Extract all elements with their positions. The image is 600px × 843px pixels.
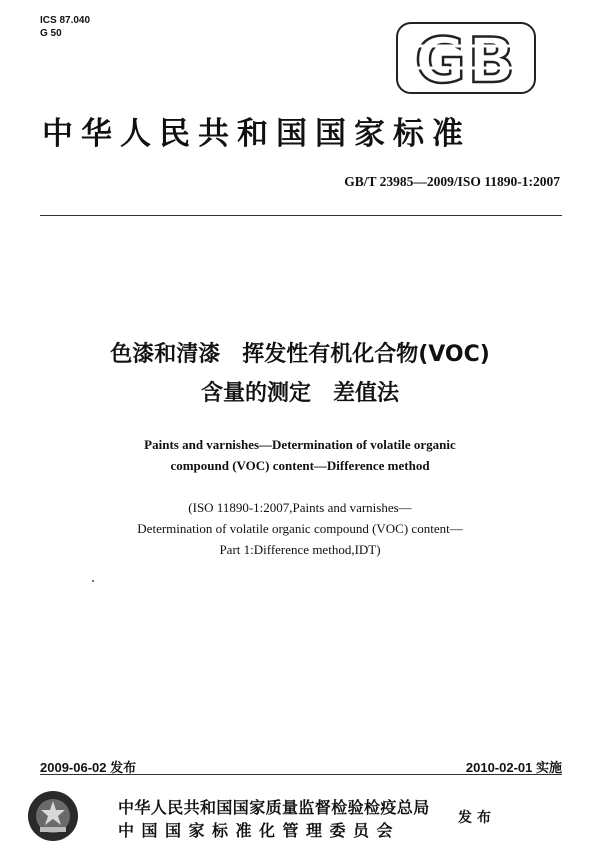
implementation-date: 2010-02-01 实施 (465, 760, 562, 775)
standard-title: 中华人民共和国国家标准 (42, 116, 471, 152)
classification-codes (40, 14, 90, 40)
ccs-code: G 50 (40, 28, 62, 39)
iso-reference-line-3: Part 1:Difference method,IDT) (219, 542, 381, 557)
chinese-title-line-1: 色漆和清漆 挥发性有机化合物(VOC) (110, 342, 490, 367)
ics-code: ICS 87.040 (40, 15, 91, 26)
issuing-org-line-2: 中国国家标准化管理委员会 (118, 821, 401, 840)
top-divider (40, 215, 562, 216)
iso-reference-line-2: Determination of volatile organic compound (VOC) content— (137, 521, 463, 536)
national-emblem-icon (26, 789, 80, 843)
gb-logo-text: GB (414, 24, 518, 94)
iso-reference-line-1: (ISO 11890-1:2007,Paints and varnishes— (188, 500, 412, 515)
scan-speck (92, 580, 94, 582)
english-title-line-1: Paints and varnishes—Determination of volatile organic (144, 437, 456, 452)
english-title-line-2: compound (VOC) content—Difference method (170, 458, 430, 473)
chinese-title-line-2: 含量的测定 差值法 (200, 381, 399, 406)
issue-date: 2009-06-02 发布 (40, 760, 137, 775)
issuing-org-line-1: 中华人民共和国国家质量监督检验检疫总局 (118, 798, 430, 817)
standard-number: GB/T 23985—2009/ISO 11890-1:2007 (344, 174, 560, 189)
gb-logo-icon (396, 22, 536, 94)
publish-label: 发布 (458, 810, 496, 826)
bottom-divider (40, 774, 562, 775)
